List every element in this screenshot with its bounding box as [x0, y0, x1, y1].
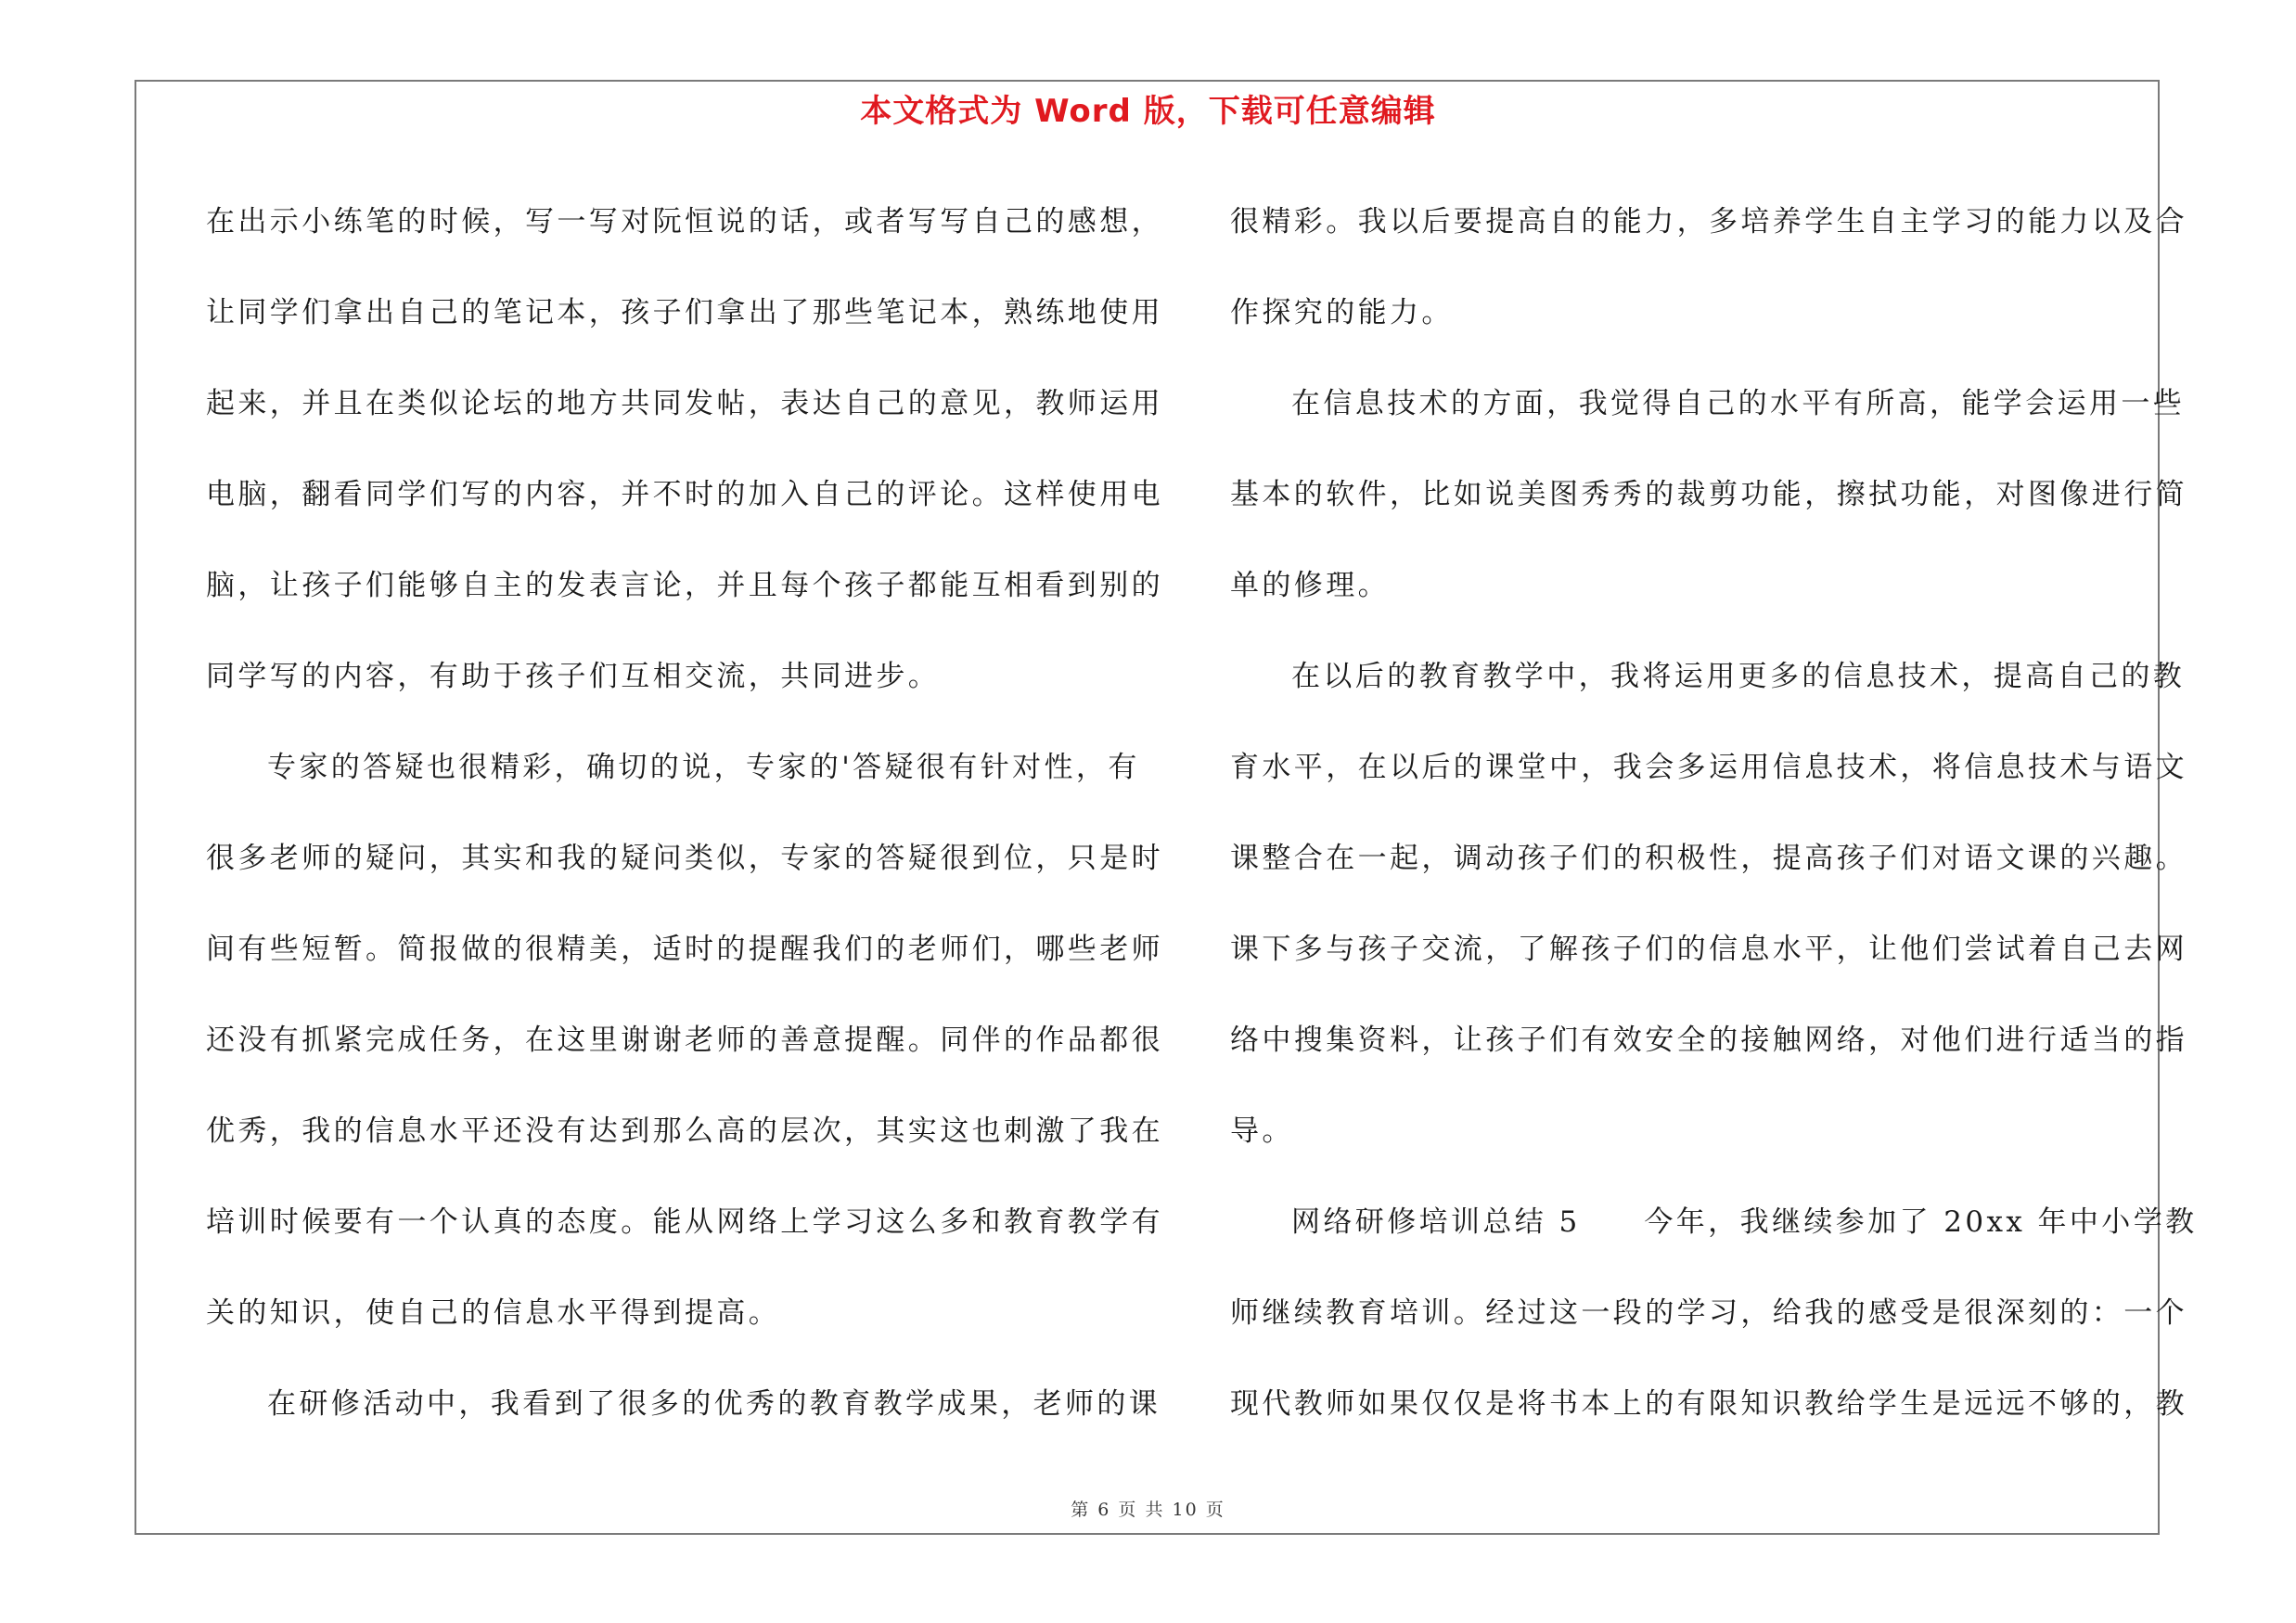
left-text-column — [206, 176, 1163, 1449]
right-column-line: 在信息技术的方面，我觉得自己的水平有所高，能学会运用一些 — [1291, 387, 2186, 420]
left-column-line: 电脑，翻看同学们写的内容，并不时的加入自己的评论。这样使用电 — [206, 478, 1163, 511]
left-column-line: 还没有抓紧完成任务，在这里谢谢老师的善意提醒。同伴的作品都很 — [206, 1024, 1163, 1057]
right-column-line: 单的修理。 — [1230, 569, 1390, 602]
right-column-line: 现代教师如果仅仅是将书本上的有限知识教给学生是远远不够的，教 — [1230, 1387, 2187, 1421]
right-column-line: 育水平，在以后的课堂中，我会多运用信息技术，将信息技术与语文 — [1230, 751, 2187, 784]
left-column-line: 关的知识，使自己的信息水平得到提高。 — [206, 1296, 781, 1330]
right-column-line: 基本的软件，比如说美图秀秀的裁剪功能，擦拭功能，对图像进行简 — [1230, 478, 2187, 511]
right-column-line: 很精彩。我以后要提高自的能力，多培养学生自主学习的能力以及合 — [1230, 205, 2187, 238]
right-column-line: 师继续教育培训。经过这一段的学习，给我的感受是很深刻的：一个 — [1230, 1296, 2187, 1330]
right-column-line: 络中搜集资料，让孩子们有效安全的接触网络，对他们进行适当的指 — [1230, 1024, 2187, 1057]
right-text-column — [1230, 176, 2198, 1449]
left-column-line: 脑，让孩子们能够自主的发表言论，并且每个孩子都能互相看到别的 — [206, 569, 1163, 602]
left-column-line: 起来，并且在类似论坛的地方共同发帖，表达自己的意见，教师运用 — [206, 387, 1163, 420]
left-column-line: 间有些短暂。简报做的很精美，适时的提醒我们的老师们，哪些老师 — [206, 933, 1163, 966]
left-column-line: 很多老师的疑问，其实和我的疑问类似，专家的答疑很到位，只是时 — [206, 842, 1163, 875]
format-banner: 本文格式为 Word 版，下载可任意编辑 — [860, 93, 1436, 130]
right-column-line: 网络研修培训总结 5 今年，我继续参加了 20xx 年中小学教 — [1291, 1205, 2198, 1239]
right-column-line: 课整合在一起，调动孩子们的积极性，提高孩子们对语文课的兴趣。 — [1230, 842, 2187, 875]
right-column-line: 在以后的教育教学中，我将运用更多的信息技术，提高自己的教 — [1291, 660, 2186, 693]
right-column-line: 课下多与孩子交流，了解孩子们的信息水平，让他们尝试着自己去网 — [1230, 933, 2187, 966]
left-column-line: 培训时候要有一个认真的态度。能从网络上学习这么多和教育教学有 — [206, 1205, 1163, 1239]
right-column-line: 作探究的能力。 — [1230, 296, 1454, 329]
left-column-line: 在出示小练笔的时候，写一写对阮恒说的话，或者写写自己的感想， — [206, 205, 1163, 238]
left-column-line: 优秀，我的信息水平还没有达到那么高的层次，其实这也刺激了我在 — [206, 1114, 1163, 1148]
page-number-footer: 第 6 页 共 10 页 — [1071, 1500, 1225, 1520]
right-column-line: 导。 — [1230, 1114, 1294, 1148]
left-column-line: 同学写的内容，有助于孩子们互相交流，共同进步。 — [206, 660, 941, 693]
left-column-line: 让同学们拿出自己的笔记本，孩子们拿出了那些笔记本，熟练地使用 — [206, 296, 1163, 329]
left-column-line: 专家的答疑也很精彩，确切的说，专家的'答疑很有针对性，有 — [267, 751, 1140, 784]
left-column-line: 在研修活动中，我看到了很多的优秀的教育教学成果，老师的课 — [267, 1387, 1161, 1421]
